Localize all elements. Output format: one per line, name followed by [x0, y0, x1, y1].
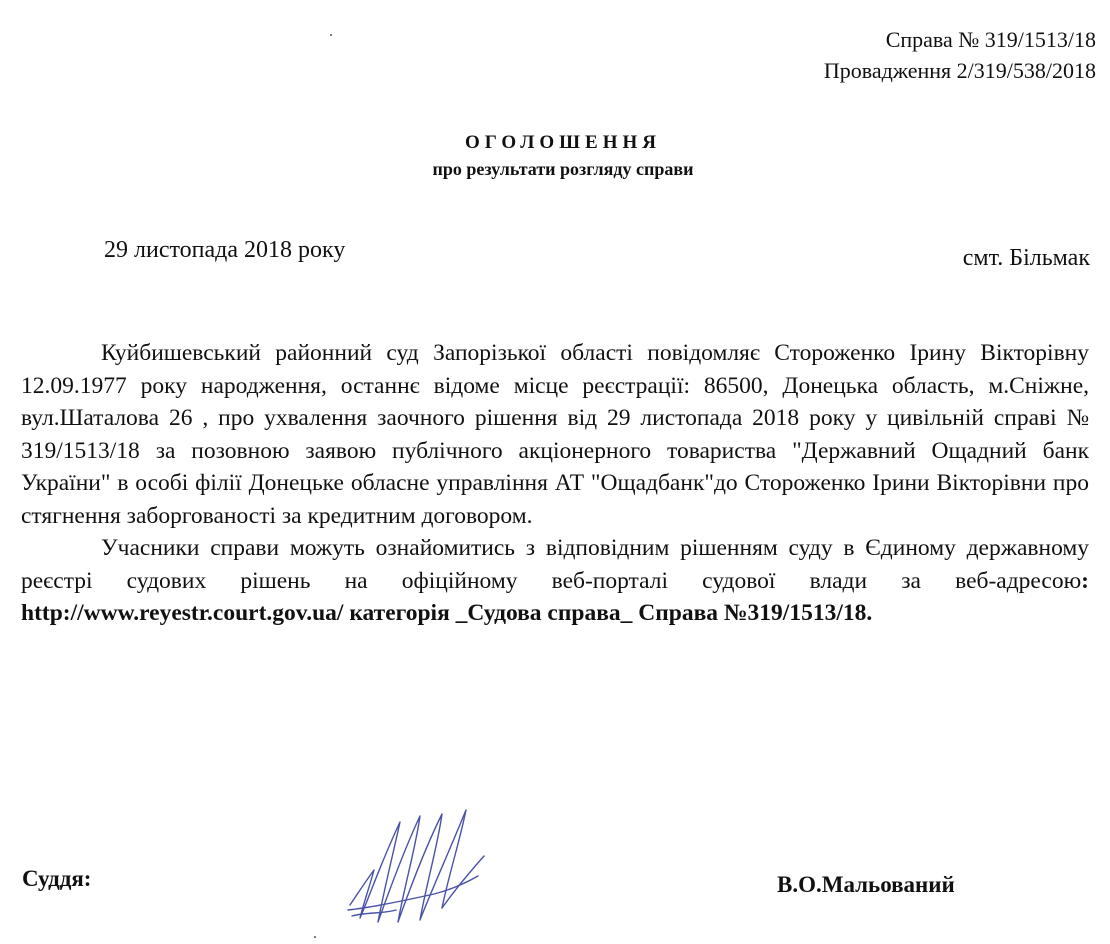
- signature-name: В.О.Мальований: [777, 872, 955, 897]
- document-subtitle: про результати розгляду справи: [432, 159, 694, 179]
- case-reference-block: [824, 24, 1096, 86]
- proceeding-number: Провадження 2/319/538/2018: [823, 58, 1096, 83]
- scan-speck: [314, 936, 316, 938]
- signature-role: Суддя:: [22, 866, 92, 891]
- scan-speck: [330, 34, 332, 36]
- document-heading: [0, 130, 1110, 182]
- document-body: [21, 337, 1089, 630]
- case-number: Справа № 319/1513/18: [885, 27, 1096, 52]
- registry-link-and-category: : http://www.reyestr.court.gov.ua/ категорія _Судова справа_ Справа №319/1513/18.: [21, 567, 1089, 626]
- document-place: смт. Більмак: [962, 245, 1090, 271]
- document-date: 29 листопада 2018 року: [104, 237, 346, 263]
- paragraph-notice: Куйбишевський районний суд Запорізької області повідомляє Стороженко Ірину Вікторівну 12.09.1977 року народження, останнє відоме місце реєстрації: 86500, Донецька область, м.Сніжне, вул.Шаталова 26 , про ухвалення заочного рішення від 29 листопада 2018 року у цивільній справі № 319/1513/18 за позовною заявою публічного акціонерного товариства "Державний Ощадний банк України" в особі філії Донецьке обласне управління АТ "Ощадбанк"до Стороженко Ірини Вікторівни про стягнення заборгованості за кредитним договором.: [21, 340, 1089, 529]
- document-title: ОГОЛОШЕННЯ: [465, 132, 661, 153]
- paragraph-access-info: [21, 532, 1089, 630]
- paragraph-access-text: Учасники справи можуть ознайомитись з відповідним рішенням суду в Єдиному державному реєстрі судових рішень на офіційному веб-порталі судової влади за веб-адресою: [21, 535, 1089, 594]
- handwritten-signature: [338, 790, 498, 930]
